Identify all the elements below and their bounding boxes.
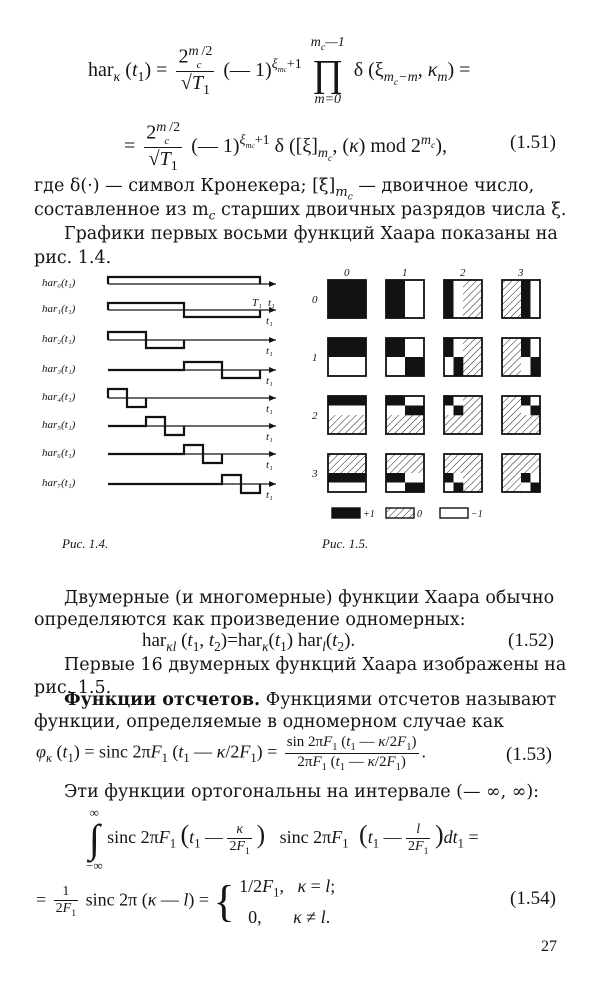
haar2d-col-label-3: 3 [518, 267, 524, 279]
figure-1-5-2d-haar-grid [302, 264, 552, 526]
haar2d-cell-2-2 [444, 396, 482, 434]
legend-label-0: +1 [363, 509, 375, 520]
haar-label-2: har₂(t₁) [42, 333, 76, 345]
paragraph-16-functions-line2: рис. 1.5. [34, 678, 112, 698]
haar-axis-label-1: t₁ [266, 315, 273, 327]
equation-number-1-54: (1.54) [510, 888, 556, 909]
haar2d-cell-0-1 [386, 280, 424, 318]
haar-axis-label-3: t₁ [266, 375, 273, 387]
haar2d-cell-0-2 [444, 280, 482, 318]
haar-axis-arrow-7 [269, 481, 276, 487]
equation-1-54-bottom: = $\frac{1}{2F_1}$ sinc 2π (κ — l) = { $1/2F_1$, κ = l; 0, κ ≠ l. [36, 876, 336, 927]
haar2d-row-label-3: 3 [312, 468, 318, 480]
figure-1-4-caption: Рис. 1.4. [62, 536, 109, 551]
haar-axis-arrow-6 [269, 451, 276, 457]
haar-axis-arrow-5 [269, 423, 276, 429]
haar2d-col-label-2: 2 [460, 267, 466, 279]
haar-axis-label-7: t₁ [266, 489, 273, 501]
haar-axis-arrow-3 [269, 367, 276, 373]
legend-label-2: −1 [471, 509, 483, 520]
haar-axis-arrow-2 [269, 337, 276, 343]
legend-swatch-0 [332, 508, 360, 518]
legend-swatch-2 [440, 508, 468, 518]
haar2d-cell-1-2 [444, 338, 482, 376]
haar2d-cell-2-0 [328, 396, 366, 434]
legend-swatch-1 [386, 508, 414, 518]
haar2d-cell-1-3 [502, 338, 540, 376]
equation-1-54-top: ∞ ∫ −∞ sinc $2\pi F_1$ ($t_1$ — $\frac{\kappa}{2F_1}$ ) sinc $2\pi F_1$ ($t_1$ — $\frac{l}{2F_1}$ )$dt_1$ = [86, 805, 479, 873]
paragraph-kronecker-line1: где δ(·) — символ Кронекера; $[\xi]_{m_c}$ — двоичное число, [34, 176, 535, 203]
haar2d-cell-0-0 [328, 280, 366, 318]
equation-1-51-bottom: = $\frac{2^m_c^{/2}}{√T_1}$ (— 1)$^{\xi_{mc}+1}$ δ ($[\xi]_{m_c}$, (κ) mod $2^{m_c}$), [124, 120, 448, 174]
haar-axis-arrow-0 [269, 281, 276, 287]
paragraph-2d-haar-line1: Двумерные (и многомерные) функции Хаара обычно [64, 588, 555, 608]
paragraph-orthogonal: Эти функции ортогональны на интервале (— ∞, ∞): [64, 782, 540, 802]
equation-number-1-53: (1.53) [506, 744, 552, 765]
haar-wave-0 [108, 277, 260, 284]
haar-axis-arrow-4 [269, 395, 276, 401]
haar2d-col-label-1: 1 [402, 267, 408, 279]
equation-1-52: har$_{\kappa l}$ ($t_1$, $t_2)=har_\kappa(t_1)$ $har_l(t_2)$. [142, 630, 356, 654]
equation-number-1-51: (1.51) [510, 132, 556, 153]
haar2d-cell-3-3 [502, 454, 540, 492]
haar2d-cell-0-3 [502, 280, 540, 318]
equation-number-1-52: (1.52) [508, 630, 554, 651]
paragraph-haar-graphs-line1: Графики первых восьми функций Хаара показаны на [64, 224, 558, 244]
haar2d-row-label-2: 2 [312, 410, 318, 422]
figure-1-5-caption: Рис. 1.5. [322, 536, 369, 551]
haar2d-cell-2-1 [386, 396, 424, 434]
haar-label-5: har₅(t₁) [42, 419, 76, 431]
haar2d-cell-2-3 [502, 396, 540, 434]
haar-axis-label-6: t₁ [266, 459, 273, 471]
haar-period-label: T₁ [252, 297, 262, 309]
haar2d-cell-3-0 [328, 454, 366, 492]
haar-label-1: har₁(t₁) [42, 303, 76, 315]
haar-label-0: har₀(t₁) [42, 277, 76, 289]
legend-label-1: 0 [417, 509, 422, 520]
haar2d-row-label-1: 1 [312, 352, 318, 364]
haar2d-cell-1-0 [328, 338, 366, 376]
figure-1-4-haar-waveforms [40, 272, 280, 522]
haar-label-3: har₃(t₁) [42, 363, 76, 375]
haar-label-7: har₇(t₁) [42, 477, 76, 489]
equation-1-53: $\varphi_\kappa$ $(t_1) = \sin c$ $2\pi F_1$ ($t_1$ — $\kappa/2F_1$) = $\frac{\sin 2\pi F_1 (t_1 — \kappa/2F_1)}{2\pi F_1 (t_1 — \kappa/2F_1)}$ . [36, 734, 426, 773]
haar-axis-label-0: t₁ [268, 297, 275, 309]
haar-label-6: har₆(t₁) [42, 447, 76, 459]
equation-1-51-top: har$_\kappa$ $(t_1)$ = $\frac{2^m_c^{/2}}{√T_1}$ (— 1)$^{\xi_{mc}+1}$ $m_c—1$ ∏ m=0 δ ($\xi_{m_c-m}$, $\kappa_m$) = [88, 35, 471, 107]
paragraph-16-functions-line1: Первые 16 двумерных функций Хаара изображены на [64, 655, 567, 675]
haar-axis-label-2: t₁ [266, 345, 273, 357]
page-number: 27 [541, 938, 557, 955]
haar2d-cell-1-1 [386, 338, 424, 376]
haar-axis-label-4: t₁ [266, 403, 273, 415]
haar2d-row-label-0: 0 [312, 294, 318, 306]
paragraph-sampling-line2: функции, определяемые в одномерном случае как [34, 712, 505, 732]
haar2d-cell-3-1 [386, 454, 424, 492]
paragraph-haar-graphs-line2: рис. 1.4. [34, 248, 112, 268]
paragraph-kronecker-line2: составленное из $m_c$ старших двоичных разрядов числа ξ. [34, 200, 567, 223]
haar-label-4: har₄(t₁) [42, 391, 76, 403]
haar2d-col-label-0: 0 [344, 267, 350, 279]
haar2d-cell-3-2 [444, 454, 482, 492]
paragraph-sampling-line1: Функции отсчетов. Функциями отсчетов называют [64, 690, 557, 710]
haar-axis-label-5: t₁ [266, 431, 273, 443]
paragraph-2d-haar-line2: определяются как произведение одномерных: [34, 610, 466, 630]
